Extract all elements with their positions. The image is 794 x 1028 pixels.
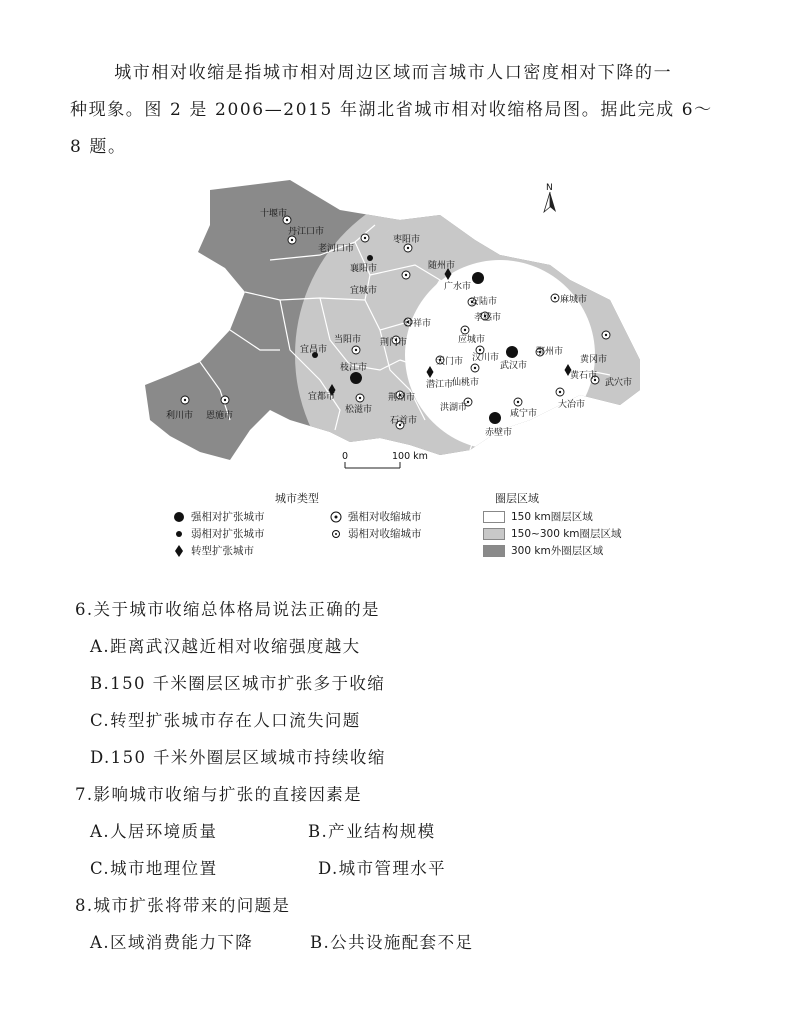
city-label: 石首市 bbox=[390, 416, 418, 426]
city-label: 安陆市 bbox=[470, 297, 498, 307]
question-6-stem: 6.关于城市收缩总体格局说法正确的是 bbox=[75, 600, 380, 619]
city-marker-strong-shrink bbox=[602, 331, 610, 339]
city-label: 枣阳市 bbox=[393, 235, 421, 245]
city-label: 孝感市 bbox=[474, 313, 502, 323]
city-label: 汉川市 bbox=[472, 353, 500, 363]
legend-transform-expand: 转型扩张城市 bbox=[173, 543, 254, 558]
city-label: 黄石市 bbox=[570, 371, 598, 381]
city-label: 应城市 bbox=[458, 335, 486, 345]
city-label: 随州市 bbox=[428, 261, 456, 271]
transform-expand-icon bbox=[173, 545, 185, 557]
legend-weak-shrink: 弱相对收缩城市 bbox=[330, 526, 422, 541]
question-6-option-c: C.转型扩张城市存在人口流失问题 bbox=[90, 711, 361, 730]
question-6-option-a: A.距离武汉越近相对收缩强度越大 bbox=[90, 637, 361, 656]
legend-strong-shrink: 强相对收缩城市 bbox=[330, 509, 422, 524]
city-label: 赤壁市 bbox=[485, 428, 513, 438]
legend-zone-300: 300 km外圈层区域 bbox=[483, 543, 603, 558]
city-label: 当阳市 bbox=[334, 335, 362, 345]
question-8-stem: 8.城市扩张将带来的问题是 bbox=[75, 896, 291, 915]
city-label: 黄冈市 bbox=[580, 355, 608, 365]
scale-zero: 0 bbox=[342, 451, 349, 462]
city-marker-strong-shrink bbox=[551, 294, 559, 302]
city-label: 宜城市 bbox=[350, 286, 378, 296]
intro-line-1: 城市相对收缩是指城市相对周边区域而言城市人口密度相对下降的一 bbox=[114, 63, 673, 83]
north-arrow-icon bbox=[544, 192, 556, 212]
question-7-option-c: C.城市地理位置 bbox=[90, 859, 218, 878]
legend-city-type-title: 城市类型 bbox=[275, 492, 319, 505]
city-marker-strong-shrink bbox=[221, 396, 229, 404]
city-label: 十堰市 bbox=[260, 209, 288, 219]
question-6-option-b: B.150 千米圈层区城市扩张多于收缩 bbox=[90, 674, 386, 693]
question-7-option-a: A.人居环境质量 bbox=[90, 822, 218, 841]
question-8-option-a: A.区域消费能力下降 bbox=[90, 933, 254, 952]
question-8-option-b: B.公共设施配套不足 bbox=[310, 933, 474, 952]
city-marker-strong-expand bbox=[472, 272, 484, 284]
scale-bar bbox=[345, 462, 400, 468]
city-label: 宜都市 bbox=[308, 392, 336, 402]
city-marker-strong-shrink bbox=[352, 346, 360, 354]
city-label: 宜昌市 bbox=[300, 345, 328, 355]
city-marker-strong-shrink bbox=[181, 396, 189, 404]
city-label: 鄂州市 bbox=[536, 347, 564, 357]
question-6-option-d: D.150 千米外圈层区域城市持续收缩 bbox=[90, 748, 386, 767]
intro-line-3: 8 题。 bbox=[70, 137, 127, 157]
city-label: 洪湖市 bbox=[440, 403, 468, 413]
city-label: 麻城市 bbox=[560, 295, 588, 305]
city-marker-strong-expand bbox=[350, 372, 362, 384]
city-marker-strong-shrink bbox=[404, 244, 412, 252]
city-label: 丹江口市 bbox=[288, 227, 325, 237]
city-marker-strong-shrink bbox=[402, 271, 410, 279]
strong-expand-icon bbox=[173, 511, 185, 523]
legend-zone-150: 150 km圈层区域 bbox=[483, 509, 593, 524]
city-marker-strong-expand bbox=[506, 346, 518, 358]
zone-150-fill bbox=[405, 260, 598, 450]
zone-150-300-swatch bbox=[483, 528, 505, 540]
city-label: 大冶市 bbox=[558, 400, 586, 410]
city-label: 荆州市 bbox=[388, 393, 416, 403]
city-label: 恩施市 bbox=[206, 411, 234, 421]
city-marker-strong-shrink bbox=[288, 236, 296, 244]
strong-shrink-icon bbox=[330, 511, 342, 523]
city-label: 潜江市 bbox=[426, 380, 454, 390]
city-marker-strong-shrink bbox=[356, 394, 364, 402]
city-label: 天门市 bbox=[436, 357, 464, 367]
city-label: 武汉市 bbox=[500, 361, 528, 371]
city-label: 广水市 bbox=[444, 282, 472, 292]
city-marker-strong-shrink bbox=[471, 364, 479, 372]
city-label: 仙桃市 bbox=[452, 378, 480, 388]
city-marker-strong-shrink bbox=[361, 234, 369, 242]
legend-zone-150-300: 150~300 km圈层区域 bbox=[483, 526, 622, 541]
city-marker-strong-shrink bbox=[514, 398, 522, 406]
city-marker-strong-shrink bbox=[556, 388, 564, 396]
map-svg bbox=[140, 180, 660, 470]
legend-zone-title: 圈层区域 bbox=[495, 492, 539, 505]
north-label: N bbox=[546, 183, 553, 193]
city-label: 老河口市 bbox=[318, 244, 355, 254]
scale-label: 100 km bbox=[392, 451, 428, 462]
weak-expand-icon bbox=[173, 528, 185, 540]
city-label: 武穴市 bbox=[605, 378, 633, 388]
city-label: 枝江市 bbox=[340, 363, 368, 373]
legend-weak-expand: 弱相对扩张城市 bbox=[173, 526, 265, 541]
question-7-option-d: D.城市管理水平 bbox=[318, 859, 447, 878]
city-marker-strong-expand bbox=[489, 412, 501, 424]
intro-line-2: 种现象。图 2 是 2006—2015 年湖北省城市相对收缩格局图。据此完成 6～ bbox=[70, 100, 713, 120]
city-label: 襄阳市 bbox=[350, 264, 378, 274]
city-label: 松滋市 bbox=[345, 405, 373, 415]
city-label: 利川市 bbox=[166, 411, 194, 421]
legend-strong-expand: 强相对扩张城市 bbox=[173, 509, 265, 524]
question-7-option-b: B.产业结构规模 bbox=[308, 822, 436, 841]
weak-shrink-icon bbox=[330, 528, 342, 540]
map-legend bbox=[165, 490, 645, 565]
hubei-map bbox=[140, 180, 660, 470]
zone-150-swatch bbox=[483, 511, 505, 523]
question-7-stem: 7.影响城市收缩与扩张的直接因素是 bbox=[75, 785, 363, 804]
zone-300-swatch bbox=[483, 545, 505, 557]
intro-paragraph bbox=[70, 55, 740, 166]
city-label: 咸宁市 bbox=[510, 409, 538, 419]
city-label: 荆门市 bbox=[380, 338, 408, 348]
city-label: 钟祥市 bbox=[404, 319, 432, 329]
